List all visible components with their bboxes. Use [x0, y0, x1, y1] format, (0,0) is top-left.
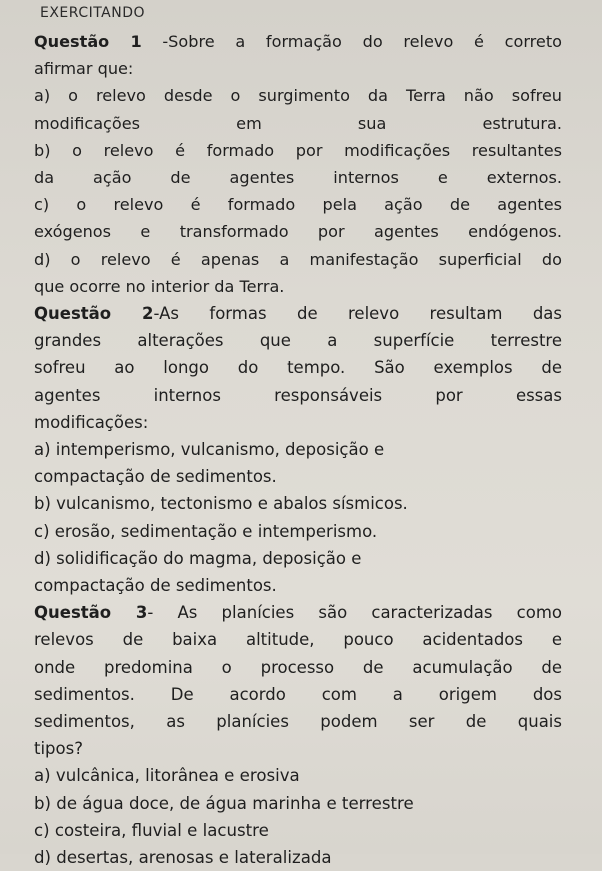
question-3-option-b: b) de água doce, de água marinha e terrestre — [34, 793, 414, 813]
question-3-option-c: c) costeira, fluvial e lacustre — [34, 820, 269, 840]
question-1-stem-line: afirmar que: — [34, 59, 134, 79]
question-3-title: Questão 3 — [34, 603, 148, 623]
question-1-stem-line: Questão 1 -Sobre a formação do relevo é correto — [34, 32, 562, 51]
question-1-option-d: d) o relevo é apenas a manifestação superficial do — [34, 249, 562, 269]
question-3-stem-line: onde predomina o processo de acumulação de — [34, 657, 562, 677]
question-1-option-c-cont: exógenos e transformado por agentes endógenos. — [34, 222, 562, 242]
question-3-stem-line: tipos? — [34, 739, 83, 759]
question-1-option-a: a) o relevo desde o surgimento da Terra não sofreu — [34, 86, 562, 106]
question-1-option-c: c) o relevo é formado pela ação de agentes — [34, 195, 562, 215]
question-2-stem-line: modificações: — [34, 412, 149, 432]
question-2-stem-line: sofreu ao longo do tempo. São exemplos de — [34, 358, 562, 378]
question-3 — [34, 599, 562, 871]
question-3-option-a: a) vulcânica, litorânea e erosiva — [34, 766, 300, 786]
question-3-stem-line: relevos de baixa altitude, pouco acidentados e — [34, 630, 562, 650]
question-1-option-b-cont: da ação de agentes internos e externos. — [34, 168, 562, 188]
section-header: EXERCITANDO — [40, 5, 146, 21]
question-1-option-b: b) o relevo é formado por modificações resultantes — [34, 140, 562, 160]
worksheet-content — [34, 4, 562, 871]
question-2-stem-line: grandes alterações que a superfície terrestre — [34, 331, 562, 351]
question-1-title: Questão 1 — [34, 32, 142, 51]
question-2 — [34, 300, 562, 599]
question-3-stem-line: Questão 3- As planícies são caracterizadas como — [34, 603, 562, 623]
question-2-title: Questão 2 — [34, 304, 154, 324]
question-2-option-a: a) intemperismo, vulcanismo, deposição e — [34, 440, 385, 460]
question-3-stem-line: sedimentos, as planícies podem ser de quais — [34, 712, 562, 732]
question-1-option-d-cont: que ocorre no interior da Terra. — [34, 276, 285, 296]
question-3-stem-line: sedimentos. De acordo com a origem dos — [34, 684, 562, 704]
question-1-option-a-cont: modificações em sua estrutura. — [34, 113, 562, 133]
question-2-option-c: c) erosão, sedimentação e intemperismo. — [34, 521, 378, 541]
question-1 — [34, 28, 562, 300]
question-3-option-d: d) desertas, arenosas e lateralizada — [34, 848, 332, 868]
question-2-stem-line: Questão 2-As formas de relevo resultam das — [34, 304, 563, 324]
question-2-option-d: d) solidificação do magma, deposição e — [34, 548, 362, 568]
question-2-stem-line: agentes internos responsáveis por essas — [34, 385, 562, 405]
question-2-option-a-cont: compactação de sedimentos. — [34, 467, 277, 487]
question-2-option-b: b) vulcanismo, tectonismo e abalos sísmicos. — [34, 494, 408, 514]
question-2-option-d-cont: compactação de sedimentos. — [34, 576, 277, 596]
